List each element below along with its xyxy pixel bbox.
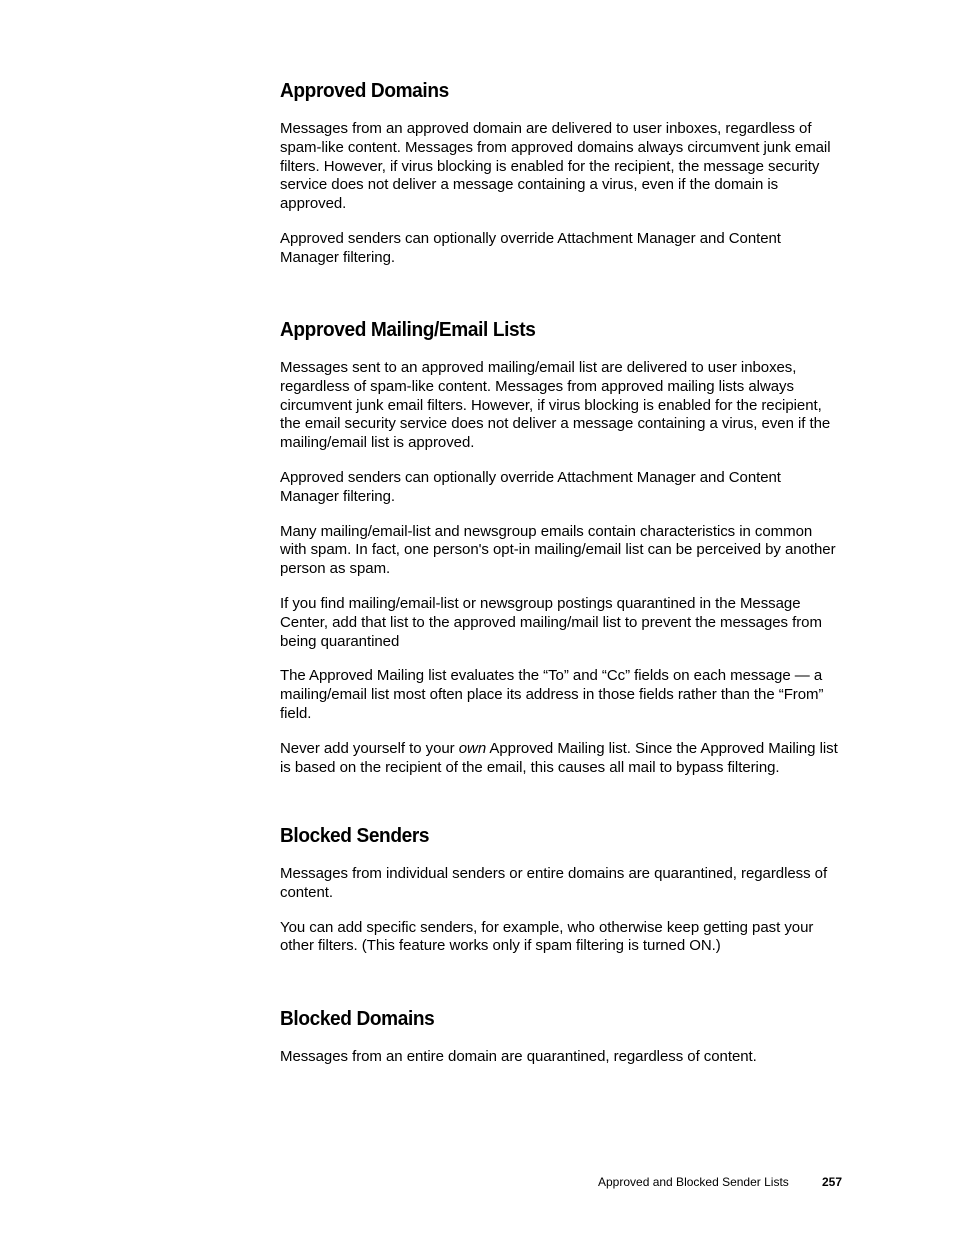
paragraph: Messages sent to an approved mailing/email list are delivered to user inboxes, regardless of spam-like content. Messages from approved mailing lists always circumvent junk email filters. However, if virus blocking is enabled for the recipient, the email security service does not deliver a message containing a virus, even if the mailing/email list is approved. bbox=[280, 359, 831, 452]
paragraph: Messages from individual senders or entire domains are quarantined, regardless of content. bbox=[280, 865, 828, 901]
section-heading: Approved Domains bbox=[280, 79, 449, 102]
paragraph: Many mailing/email-list and newsgroup emails contain characteristics in common with spam. In fact, one person's opt-in mailing/email list can be perceived by another person as spam. bbox=[280, 522, 836, 578]
page-footer bbox=[597, 1174, 842, 1190]
section-blocked-senders bbox=[280, 824, 842, 972]
paragraph bbox=[280, 740, 842, 778]
section-approved-mailing-lists bbox=[280, 318, 842, 793]
emphasis-text: own bbox=[458, 739, 487, 757]
paragraph: Messages from an approved domain are delivered to user inboxes, regardless of spam-like content. Messages from approved domains always circumvent junk email filters. However, if virus blocking is enabled for the recipient, the message security service does not deliver a message containing a virus, even if the domain is approved. bbox=[280, 120, 831, 213]
paragraph: Approved senders can optionally override Attachment Manager and Content Manager filtering. bbox=[280, 229, 781, 266]
text-run: Never add yourself to your bbox=[280, 739, 459, 757]
paragraph: The Approved Mailing list evaluates the “To” and “Cc” fields on each message — a mailing/email list most often place its address in those fields rather than the “From” field. bbox=[280, 667, 824, 722]
footer-chapter-title: Approved and Blocked Sender Lists bbox=[598, 1175, 789, 1189]
section-approved-domains bbox=[280, 79, 842, 284]
section-heading: Approved Mailing/Email Lists bbox=[280, 318, 536, 341]
text-run: Approved Mailing list. Since the Approved Mailing list is based on the recipient of the email, this causes all mail to bypass filtering. bbox=[280, 739, 838, 776]
section-heading: Blocked Domains bbox=[280, 1007, 435, 1030]
paragraph: Messages from an entire domain are quarantined, regardless of content. bbox=[280, 1048, 757, 1065]
section-heading: Blocked Senders bbox=[280, 824, 430, 847]
page-number: 257 bbox=[821, 1175, 842, 1189]
paragraph: If you find mailing/email-list or newsgroup postings quarantined in the Message Center, add that list to the approved mailing/mail list to prevent the messages from being quarantined bbox=[280, 594, 822, 650]
paragraph: You can add specific senders, for example, who otherwise keep getting past your other filters. (This feature works only if spam filtering is turned ON.) bbox=[280, 918, 814, 955]
paragraph: Approved senders can optionally override Attachment Manager and Content Manager filtering. bbox=[280, 468, 781, 505]
section-blocked-domains bbox=[280, 1007, 842, 1083]
